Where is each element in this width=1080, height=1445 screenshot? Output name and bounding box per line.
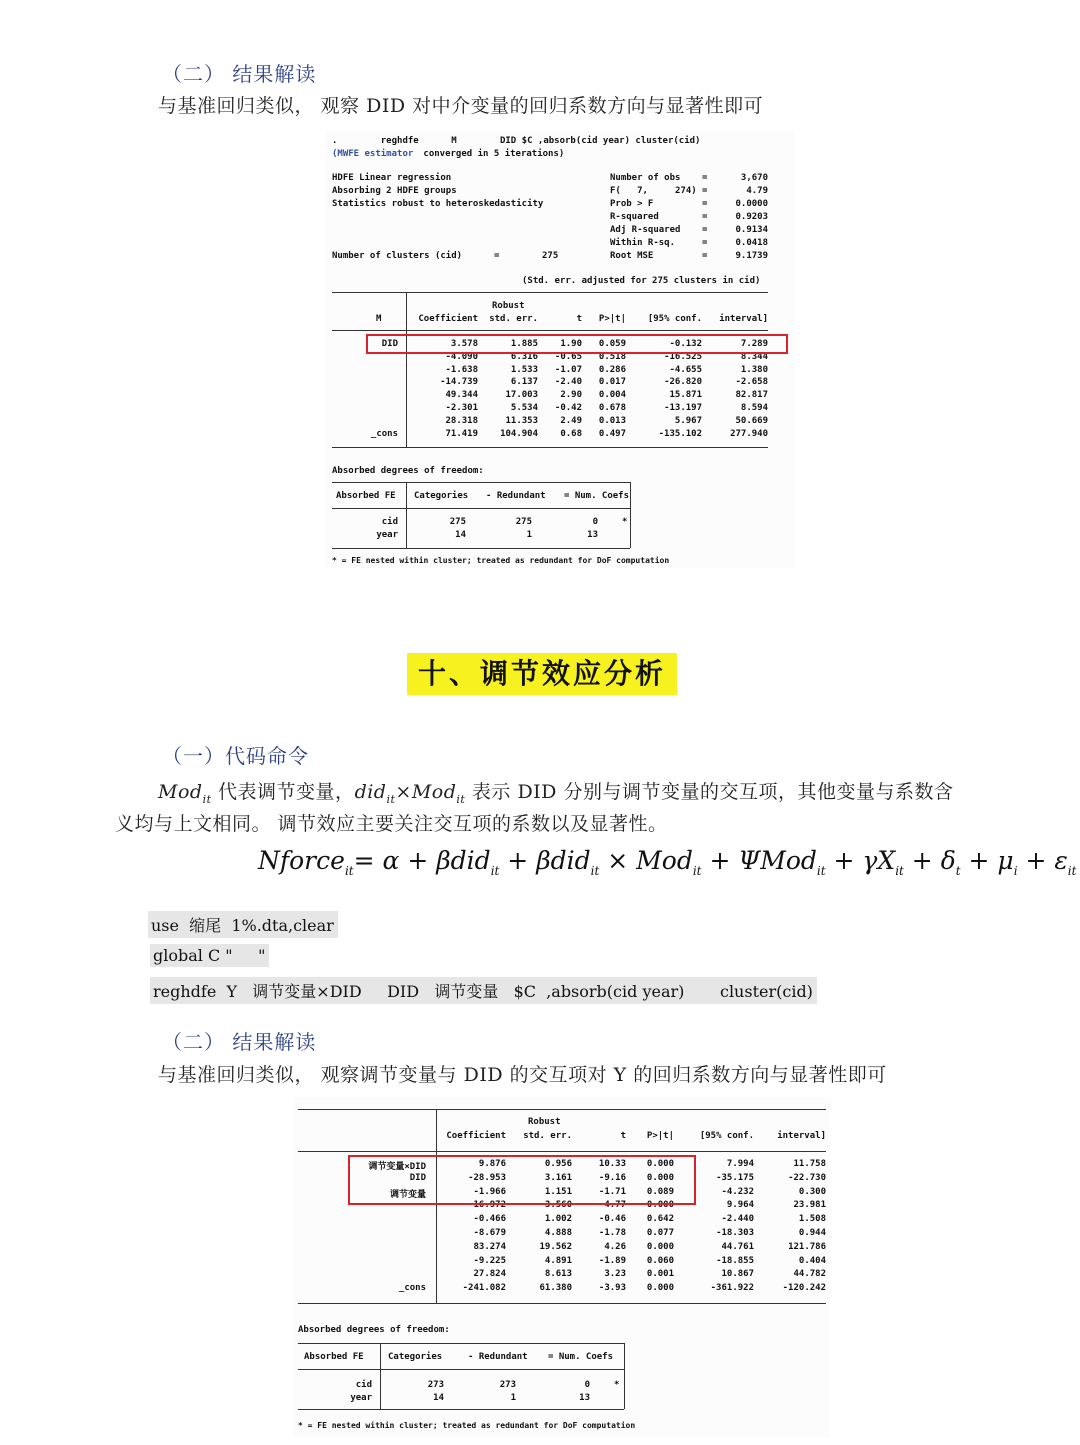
table-cell: 5.534	[510, 403, 538, 413]
stat-value: 0.0418	[735, 238, 768, 248]
table-cell: 8.613	[544, 1269, 572, 1280]
table-cell: 1.380	[740, 364, 768, 375]
col-header: Coefficient	[446, 1131, 506, 1141]
fe-header: Absorbed FE	[304, 1352, 364, 1362]
table-cell: 61.380	[539, 1283, 572, 1294]
table-cell: 11.353	[505, 415, 538, 426]
hdfe-robust: Statistics robust to heteroskedasticity	[332, 199, 544, 209]
table-cell: -22.730	[788, 1172, 826, 1183]
table-cell: 50.669	[735, 415, 768, 426]
table-cell: 3.23	[604, 1269, 626, 1280]
stat-eq: =	[702, 238, 708, 248]
table-cell: 16.972	[473, 1200, 506, 1211]
table-cell: 28.318	[445, 415, 478, 426]
row-label: 调节变量×DID	[368, 1162, 426, 1172]
table-cell: -1.89	[598, 1255, 626, 1266]
fe-header: Categories	[388, 1352, 443, 1362]
table-cell: 19.562	[539, 1241, 572, 1252]
table-cell: 0.300	[798, 1186, 826, 1197]
table-cell: 0.000	[646, 1200, 674, 1211]
stat-value: 4.79	[746, 186, 768, 196]
stat-value: 0.9134	[735, 225, 768, 235]
table-cell: 1.002	[544, 1214, 572, 1225]
table-cell: -2.440	[721, 1214, 754, 1225]
col-header: [95% conf.	[647, 314, 702, 324]
table-cell: 15.871	[669, 390, 702, 401]
table-cell: 2.90	[560, 390, 582, 401]
formula-part: + ε	[1017, 846, 1068, 875]
fe-header: - Redundant	[468, 1352, 528, 1362]
table-cell: 23.981	[793, 1200, 826, 1211]
dep-var-label: M	[376, 314, 382, 324]
moderation-paragraph-line2: 义均与上文相同。 调节效应主要关注交互项的系数以及显著性。	[115, 813, 668, 835]
table-cell: -120.242	[782, 1283, 826, 1294]
table-cell: 0.518	[598, 351, 626, 362]
table-cell: 9.964	[726, 1200, 754, 1211]
stat-eq: =	[702, 251, 708, 261]
table-cell: -26.820	[664, 377, 702, 388]
fe-name: cid	[381, 517, 398, 527]
row-label: _cons	[398, 1283, 426, 1294]
moderation-paragraph-line1	[158, 777, 953, 806]
table-cell: -241.082	[462, 1283, 506, 1294]
col-header: std. err.	[523, 1131, 572, 1141]
table-cell: 0.077	[646, 1228, 674, 1238]
table-cell: 5.967	[674, 415, 702, 426]
table-cell: -9.225	[473, 1255, 506, 1266]
fe-num-coefs: 0	[592, 517, 598, 527]
fe-num-coefs: 0	[584, 1380, 590, 1390]
fe-header: = Num. Coefs	[564, 491, 630, 501]
formula-sub: it	[692, 864, 702, 878]
fe-name: year	[376, 530, 398, 540]
did-var: did	[354, 781, 387, 803]
stat-label: Number of obs	[610, 173, 681, 183]
table-cell: 10.33	[598, 1159, 626, 1169]
table-cell: -14.739	[440, 377, 478, 388]
formula-part: + ΨMod	[701, 846, 817, 875]
table-cell: 3.578	[450, 339, 478, 349]
stat-label: Within R-sq.	[610, 238, 676, 248]
fe-header: = Num. Coefs	[548, 1352, 614, 1362]
formula-sub: it	[344, 864, 354, 878]
table-cell: 0.017	[598, 377, 626, 388]
formula-sub: t	[955, 864, 961, 878]
col-header: std. err.	[489, 314, 538, 324]
table-cell: 7.994	[726, 1159, 754, 1169]
mod-var-2: Mod	[411, 781, 457, 803]
col-robust: Robust	[492, 301, 525, 311]
formula-lhs: Nforce	[258, 846, 345, 875]
fe-num-coefs: 13	[587, 530, 598, 540]
fe-star: *	[614, 1380, 620, 1390]
mod-sub: it	[202, 792, 212, 806]
table-cell: 0.286	[598, 364, 626, 375]
table-cell: 4.891	[544, 1255, 572, 1266]
interaction-highlight-box	[348, 1155, 696, 1205]
col-header: t	[620, 1131, 626, 1141]
formula-sub: it	[895, 864, 904, 878]
table-cell: -1.78	[598, 1228, 626, 1238]
table-cell: 82.817	[735, 390, 768, 401]
stat-value: 0.9203	[735, 212, 768, 222]
stat-eq: =	[702, 173, 708, 183]
table-cell: -9.16	[598, 1172, 626, 1183]
did-highlight-box	[366, 334, 788, 354]
table-cell: 0.497	[598, 428, 626, 439]
table-cell: 0.004	[598, 390, 626, 401]
table-cell: 0.678	[598, 403, 626, 413]
stat-value: 9.1739	[735, 251, 768, 261]
clusters-label: Number of clusters (cid)	[332, 251, 463, 261]
table-cell: 2.49	[560, 415, 582, 426]
table-cell: 11.758	[793, 1159, 826, 1169]
stat-label: Root MSE	[610, 251, 654, 261]
table-cell: -1.966	[473, 1186, 506, 1197]
table-cell: -18.303	[716, 1228, 754, 1238]
table-cell: 104.904	[500, 428, 538, 439]
table-cell: 1.885	[510, 339, 538, 349]
mod-var: Mod	[158, 781, 203, 803]
table-cell: 1.508	[798, 1214, 826, 1225]
section-heading-results-2: （二） 结果解读	[162, 1030, 317, 1054]
fe-header: Categories	[414, 491, 469, 501]
table-cell: 7.289	[740, 339, 768, 349]
fe-name: year	[350, 1393, 372, 1403]
table-cell: 83.274	[473, 1241, 506, 1252]
table-cell: 3.161	[544, 1172, 572, 1183]
col-header: [95% conf.	[699, 1131, 754, 1141]
stat-value: 3,670	[740, 173, 768, 183]
table-cell: 0.089	[646, 1186, 674, 1197]
code-line-global: global C " "	[150, 944, 269, 967]
absorbed-title-1: Absorbed degrees of freedom:	[332, 466, 484, 476]
footnote-1: * = FE nested within cluster; treated as redundant for DoF computation	[332, 556, 670, 565]
section-banner-moderation: 十、调节效应分析	[407, 653, 677, 695]
hdfe-title: HDFE Linear regression	[332, 173, 452, 183]
table-cell: 1.151	[544, 1186, 572, 1197]
table-cell: 0.000	[646, 1172, 674, 1183]
fe-redundant: 275	[515, 517, 532, 527]
table-cell: 4.26	[604, 1241, 626, 1252]
stat-label: F( 7, 274)	[610, 186, 697, 196]
table-cell: 0.404	[798, 1255, 826, 1266]
fe-redundant: 1	[510, 1393, 516, 1403]
table-cell: -135.102	[658, 428, 702, 439]
stata-converged-note: converged in 5 iterations)	[418, 149, 565, 159]
formula-part: = α + βdid	[353, 846, 491, 875]
table-cell: 6.316	[510, 351, 538, 362]
moderation-formula	[258, 846, 1076, 878]
fe-num-coefs: 13	[579, 1393, 590, 1403]
row-label: _cons	[370, 428, 398, 439]
table-cell: 8.344	[740, 351, 768, 362]
fe-categories: 273	[427, 1380, 444, 1390]
table-cell: -3.93	[598, 1283, 626, 1294]
fe-categories: 275	[449, 517, 466, 527]
table-cell: -1.71	[598, 1186, 626, 1197]
table-cell: 4.77	[604, 1200, 626, 1211]
table-cell: 9.876	[478, 1159, 506, 1169]
row-label: DID	[409, 1172, 426, 1183]
code-line-use: use 缩尾 1%.dta,clear	[148, 911, 338, 938]
table-cell: -0.42	[554, 403, 582, 413]
table-cell: 49.344	[445, 390, 478, 401]
table-cell: -2.301	[445, 403, 478, 413]
absorbed-title-2: Absorbed degrees of freedom:	[298, 1325, 450, 1335]
table-cell: 8.594	[740, 403, 768, 413]
table-cell: 0.000	[646, 1241, 674, 1252]
table-cell: 4.888	[544, 1228, 572, 1238]
table-cell: 1.533	[510, 364, 538, 375]
stata-estimator-label: (MWFE estimator	[332, 149, 414, 159]
section-paragraph-results-2: 与基准回归类似， 观察调节变量与 DID 的交互项对 Y 的回归系数方向与显著性即可	[158, 1064, 887, 1086]
para1-text-b: 表示 DID 分别与调节变量的交互项，其他变量与系数含	[465, 781, 954, 803]
table-cell: 0.956	[544, 1159, 572, 1169]
formula-sub: i	[1013, 864, 1018, 878]
stat-eq: =	[702, 212, 708, 222]
adjusted-note: (Std. err. adjusted for 275 clusters in cid)	[522, 276, 761, 286]
table-cell: 0.060	[646, 1255, 674, 1266]
table-cell: 10.867	[721, 1269, 754, 1280]
col-header: interval]	[777, 1131, 826, 1141]
stat-label: Prob > F	[610, 199, 654, 209]
stata-output-moderation	[294, 1097, 830, 1437]
mod-sub-2: it	[456, 792, 466, 806]
table-cell: -28.953	[468, 1172, 506, 1183]
table-cell: -361.922	[710, 1283, 754, 1294]
fe-redundant: 1	[526, 530, 532, 540]
table-cell: -4.232	[721, 1186, 754, 1197]
stat-value: 0.0000	[735, 199, 768, 209]
table-cell: 0.059	[598, 339, 626, 349]
table-cell: 0.001	[646, 1269, 674, 1280]
table-cell: -8.679	[473, 1228, 506, 1238]
stata-command: . reghdfe M DID $C ,absorb(cid year) cluster(cid)	[332, 136, 701, 146]
formula-sub: it	[816, 864, 826, 878]
table-cell: 121.786	[788, 1241, 826, 1252]
table-cell: 1.90	[560, 339, 582, 349]
table-cell: -4.090	[445, 351, 478, 362]
clusters-value: 275	[542, 251, 559, 261]
col-header: Coefficient	[418, 314, 478, 324]
fe-header: Absorbed FE	[336, 491, 396, 501]
table-cell: -1.638	[445, 364, 478, 375]
table-cell: -35.175	[716, 1172, 754, 1183]
stat-label: R-squared	[610, 212, 659, 222]
para1-text-a: 代表调节变量，	[211, 781, 355, 803]
stat-label: Adj R-squared	[610, 225, 681, 235]
row-label: DID	[381, 339, 398, 349]
col-header: P>|t|	[598, 314, 626, 324]
code-line-reghdfe: reghdfe Y 调节变量×DID DID 调节变量 $C ,absorb(cid year) cluster(cid)	[150, 977, 817, 1004]
table-cell: 0.013	[598, 415, 626, 426]
section-paragraph-results-1: 与基准回归类似， 观察 DID 对中介变量的回归系数方向与显著性即可	[158, 95, 764, 117]
stat-eq: =	[702, 186, 708, 196]
table-cell: -0.65	[554, 351, 582, 362]
col-header: t	[576, 314, 582, 324]
stata-output-mediation	[326, 130, 794, 568]
col-header: interval]	[719, 314, 768, 324]
table-cell: 0.000	[646, 1159, 674, 1169]
table-cell: 0.944	[798, 1228, 826, 1238]
table-cell: 277.940	[730, 428, 768, 439]
table-cell: 0.000	[646, 1283, 674, 1294]
section-heading-results-1: （二） 结果解读	[162, 62, 317, 86]
formula-sub: it	[1067, 864, 1077, 878]
table-cell: -13.197	[664, 403, 702, 413]
fe-redundant: 273	[499, 1380, 516, 1390]
fe-star: *	[622, 517, 628, 527]
table-cell: 71.419	[445, 428, 478, 439]
table-cell: 44.761	[721, 1241, 754, 1252]
section-heading-code: （一）代码命令	[162, 744, 309, 768]
stat-eq: =	[702, 225, 708, 235]
formula-part: + δ	[903, 846, 956, 875]
row-label: 调节变量	[389, 1189, 426, 1200]
stat-eq: =	[702, 199, 708, 209]
did-sub: it	[386, 792, 396, 806]
table-cell: -0.466	[473, 1214, 506, 1225]
table-cell: -0.132	[669, 339, 702, 349]
hdfe-absorbing: Absorbing 2 HDFE groups	[332, 186, 457, 196]
table-cell: -16.525	[664, 351, 702, 362]
table-cell: -4.655	[669, 364, 702, 375]
formula-part: + μ	[960, 846, 1014, 875]
table-cell: -18.855	[716, 1255, 754, 1266]
formula-part: + βdid	[499, 846, 591, 875]
table-cell: -0.46	[598, 1214, 626, 1225]
table-cell: 0.642	[646, 1214, 674, 1225]
times-sign: ×	[395, 781, 412, 803]
col-robust-2: Robust	[528, 1117, 561, 1127]
table-cell: -2.40	[554, 377, 582, 388]
fe-header: - Redundant	[486, 491, 546, 501]
table-cell: 44.782	[793, 1269, 826, 1280]
formula-part: + γX	[825, 846, 896, 875]
formula-sub: it	[590, 864, 600, 878]
table-cell: 3.560	[544, 1200, 572, 1211]
formula-sub: it	[490, 864, 500, 878]
clusters-eq: =	[494, 251, 500, 261]
formula-part: × Mod	[599, 846, 693, 875]
col-header: P>|t|	[646, 1131, 674, 1141]
fe-categories: 14	[433, 1393, 444, 1403]
table-cell: 17.003	[505, 390, 538, 401]
table-cell: -2.658	[735, 377, 768, 388]
table-cell: 27.824	[473, 1269, 506, 1280]
table-cell: -1.07	[554, 364, 582, 375]
footnote-2: * = FE nested within cluster; treated as redundant for DoF computation	[298, 1421, 636, 1430]
table-cell: 6.137	[510, 377, 538, 388]
table-cell: 0.68	[560, 428, 582, 439]
fe-name: cid	[355, 1380, 372, 1390]
fe-categories: 14	[455, 530, 466, 540]
